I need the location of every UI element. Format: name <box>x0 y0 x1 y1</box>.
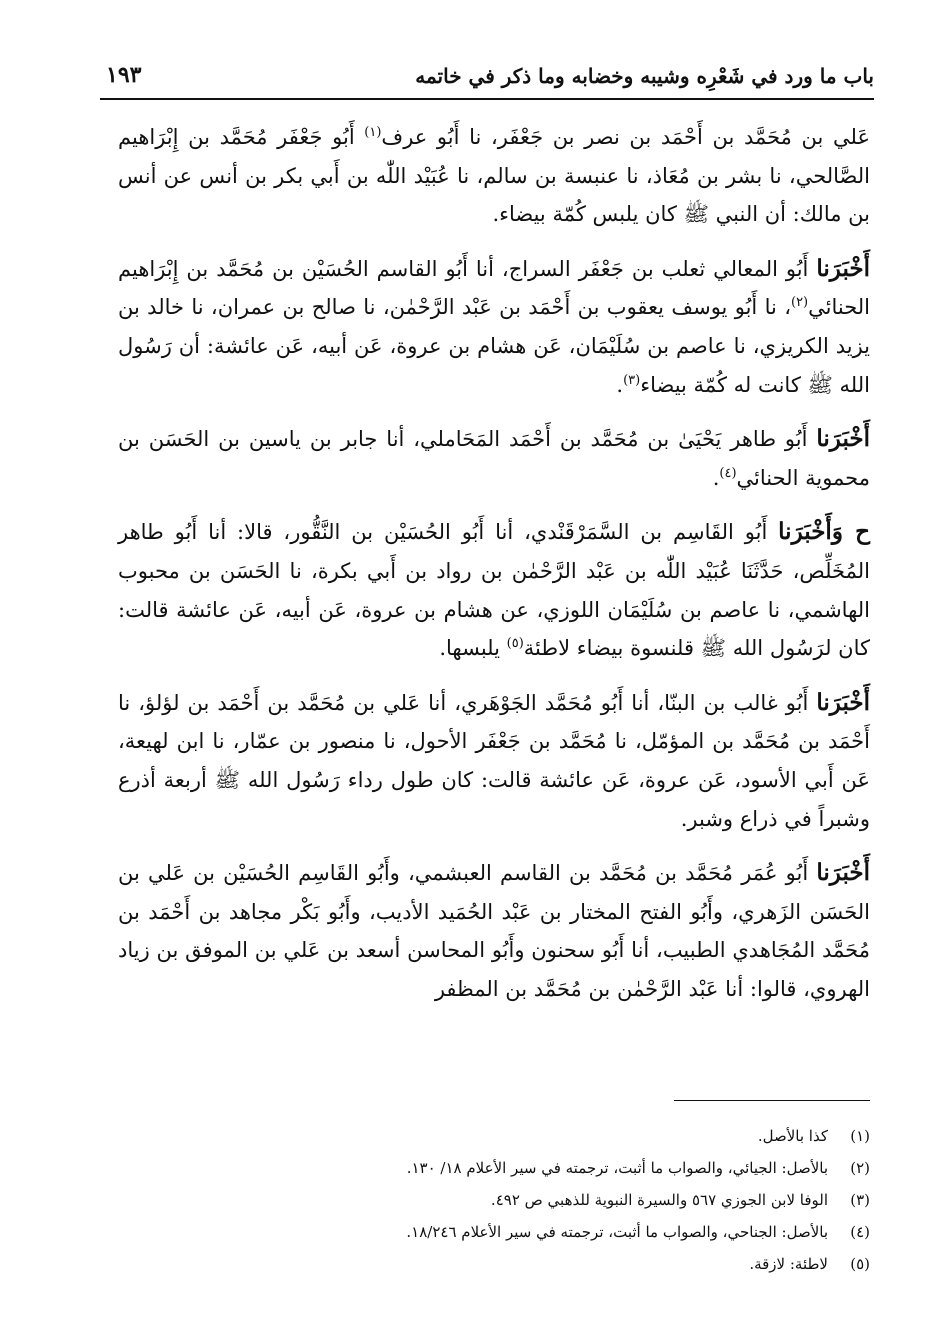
footnote-item <box>118 1216 870 1248</box>
footnote-reference: (٣) <box>623 372 641 388</box>
running-title: باب ما ورد في شَعْرِه وشيبه وخضابه وما ذكر في خاتمه <box>415 64 874 88</box>
footnote-reference: (٥) <box>506 636 524 652</box>
header-rule <box>100 98 874 100</box>
paragraph-lead-word: أَخْبَرَنا <box>816 688 870 716</box>
paragraph-text: أَبُو القَاسِم بن السَّمَرْقَنْدي، أنا أَبُو الحُسَيْن بن النَّقُّور، قالا: أنا أَبُو طاهر المُخَلِّص، حَدَّثَنَا عُبَيْد اللّٰه بن عَبْد الرَّحْمٰن بن رواد بن أَبي بكرة، نا الحَسَن بن محبوب الهاشمي، نا عاصم بن سُلَيْمَان اللوزي، عن هشام بن عروة، عَن أبيه، عَن عائشة قالت: كان لرَسُول الله ﷺ قلنسوة بيضاء لاطئة <box>118 520 870 661</box>
footnote-separator <box>674 1100 870 1101</box>
paragraph <box>118 420 870 497</box>
paragraph-text: عَلي بن مُحَمَّد بن أَحْمَد بن نصر بن جَعْفَر، نا أَبُو عرف <box>381 125 870 149</box>
paragraph-text: ، نا أَبُو يوسف يعقوب بن أَحْمَد بن عَبْد الرَّحْمٰن، نا صالح بن عمران، نا خالد بن يزيد الكريزي، نا عاصم بن سُلَيْمَان، عَن هشام بن عروة، عَن أبيه، عَن عائشة: أن رَسُول الله ﷺ كانت له كُمّة بيضاء <box>118 295 870 397</box>
paragraph-lead-word: ح وَأَخْبَرَنا <box>778 518 870 546</box>
footnote-text: الوفا لابن الجوزي ٥٦٧ والسيرة النبوية للذهبي ص ٤٩٢. <box>490 1191 828 1209</box>
footnote-number: (٣) <box>850 1191 870 1209</box>
footnote-number: (٤) <box>850 1223 870 1241</box>
page-header <box>100 60 874 100</box>
page-number: ١٩٣ <box>106 62 142 88</box>
footnote-text: كذا بالأصل. <box>757 1127 828 1145</box>
paragraph-text: أَبُو طاهر يَحْيَىٰ بن مُحَمَّد بن أَحْمَد المَحَاملي، أنا جابر بن ياسين بن الحَسَن بن محموية الحنائي <box>118 427 870 490</box>
footnote-item <box>118 1184 870 1216</box>
paragraph-lead-word: أَخْبَرَنا <box>816 254 870 282</box>
paragraph-lead-word: أَخْبَرَنا <box>816 425 870 453</box>
footnote-number: (٢) <box>850 1159 870 1177</box>
paragraph-text: أَبُو غالب بن البنّا، أنا أَبُو مُحَمَّد الجَوْهَري، أنا عَلي بن مُحَمَّد بن أَحْمَد بن لؤلؤ، نا أَحْمَد بن مُحَمَّد بن المؤمّل، نا مُحَمَّد بن جَعْفَر الأحول، نا منصور بن عمّار، نا ابن لهيعة، عَن أَبي الأسود، عَن عروة، عَن عائشة قالت: كان طول رداء رَسُول الله ﷺ أربعة أذرع وشبراً في ذراع وشبر. <box>118 690 870 831</box>
paragraph <box>118 513 870 667</box>
paragraph-text: يلبسها. <box>439 636 507 661</box>
footnote-reference: (١) <box>364 125 382 140</box>
footnote-number: (١) <box>850 1127 870 1145</box>
paragraph <box>118 684 870 838</box>
main-text <box>118 118 870 1024</box>
footnote-reference: (٤) <box>719 465 737 481</box>
paragraph-text: أَبُو المعالي ثعلب بن جَعْفَر السراج، أنا أَبُو القاسم الحُسَيْن بن مُحَمَّد بن إِبْرَاهيم الحنائي <box>118 256 870 320</box>
footnote-item <box>118 1120 870 1152</box>
paragraph-text: أَبُو عُمَر مُحَمَّد بن مُحَمَّد بن القاسم العبشمي، وأَبُو القَاسِم الحُسَيْن بن عَلي بن الحَسَن الزَهري، وأَبُو الفتح المختار بن عَبْد الحُمَيد الأديب، وأَبُو بَكْر مجاهد بن أَحْمَد بن مُحَمَّد المُجَاهدي الطبيب، أنا أَبُو سحنون وأَبُو المحاسن أسعد بن عَلي بن الموفق بن زياد الهروي، قالوا: أنا عَبْد الرَّحْمٰن بن مُحَمَّد بن المظفر <box>118 861 870 1001</box>
footnotes-list <box>118 1120 870 1280</box>
footnote-text: لاطئة: لازقة. <box>749 1255 828 1273</box>
footnote-text: بالأصل: الجناحي، والصواب ما أثبت، ترجمته في سير الأعلام ١٨/٢٤٦. <box>406 1223 828 1241</box>
paragraph-text: . <box>616 372 624 397</box>
footnote-item <box>118 1248 870 1280</box>
paragraph <box>118 118 870 234</box>
footnote-number: (٥) <box>850 1255 870 1273</box>
footnote-text: بالأصل: الجيائي، والصواب ما أثبت، ترجمته في سير الأعلام ١٨/ ١٣٠. <box>406 1159 828 1177</box>
footnote-item <box>118 1152 870 1184</box>
paragraph <box>118 854 870 1008</box>
paragraph-lead-word: أَخْبَرَنا <box>816 859 870 887</box>
footnote-reference: (٢) <box>790 295 809 311</box>
paragraph-text: . <box>712 465 720 490</box>
paragraph-text: أَبُو جَعْفَر مُحَمَّد بن إِبْرَاهيم الصَّالحي، نا بشر بن مُعَاذ، نا عنبسة بن سالم، نا عُبَيْد اللّٰه بن أَبي بكر بن أنس عن أنس بن مالك: أن النبي ﷺ كان يلبس كُمّة بيضاء. <box>118 125 870 227</box>
paragraph <box>118 250 870 404</box>
